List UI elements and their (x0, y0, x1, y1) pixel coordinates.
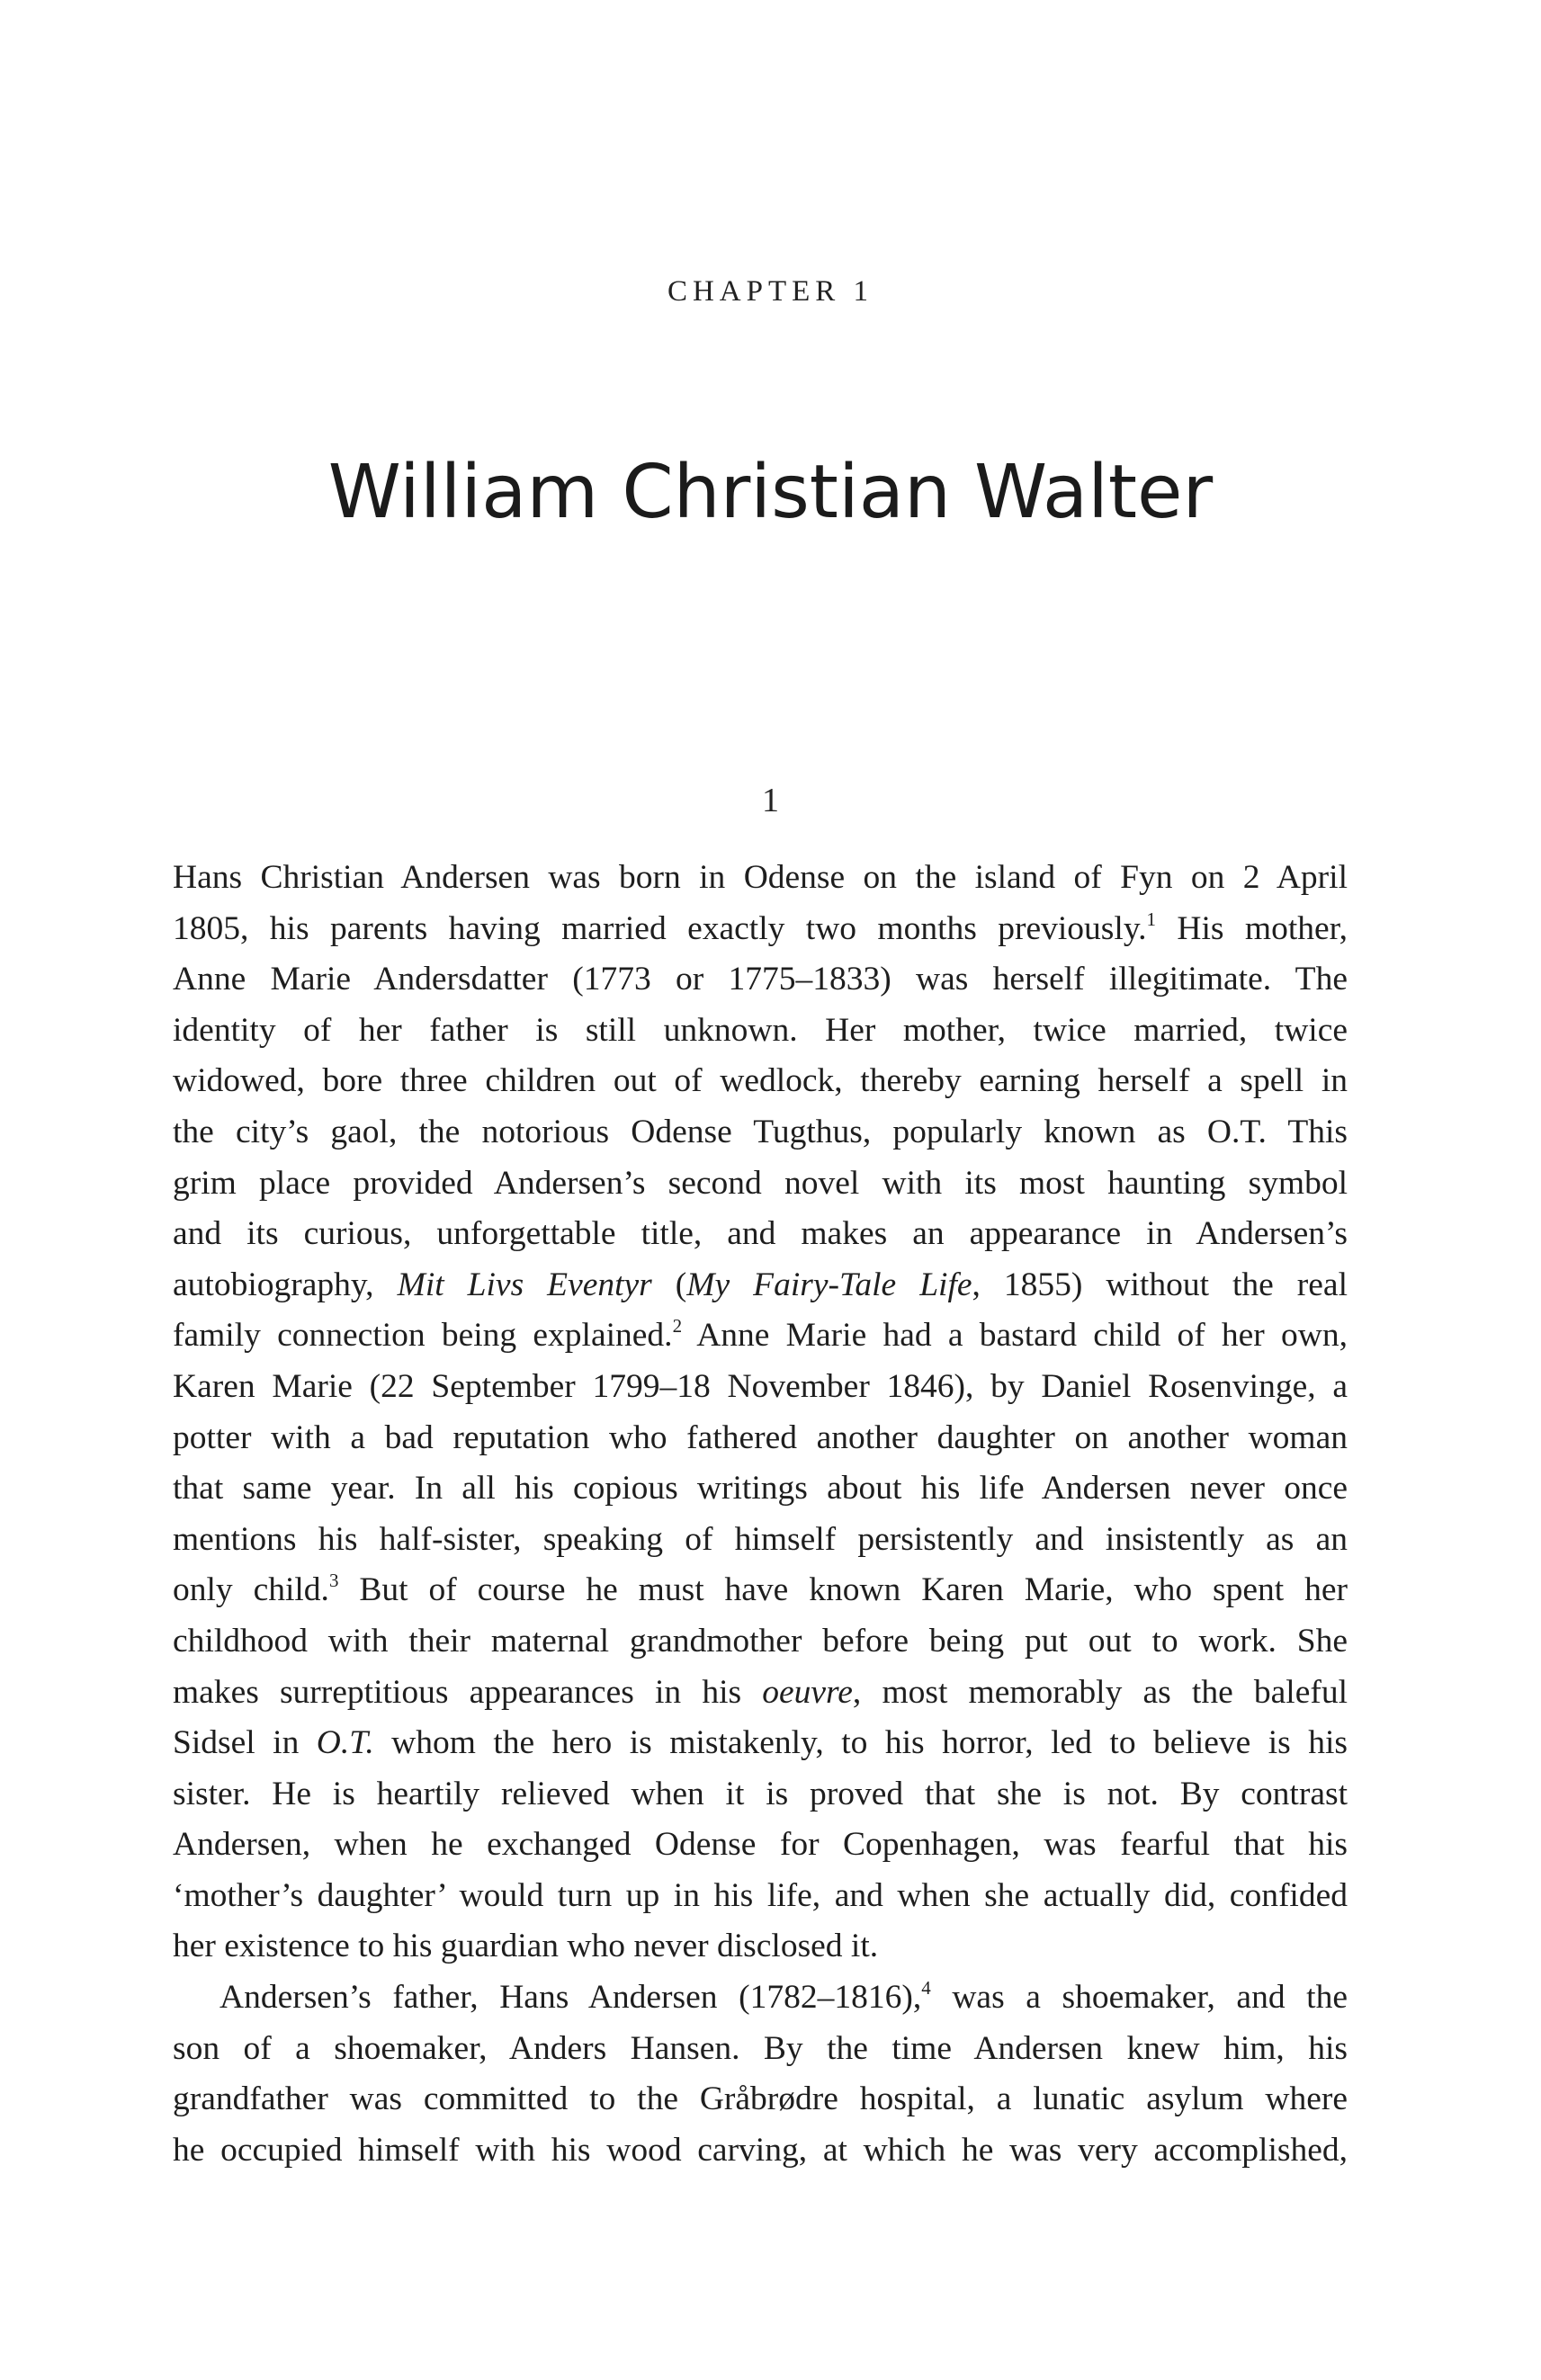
text-line: grandfather was committed to the Gråbrødre hospital, a lunatic asylum where (173, 2080, 1348, 2118)
text-line: Andersen, when he exchanged Odense for Copenhagen, was fearful that his (173, 1826, 1348, 1864)
text-line: autobiography, Mit Livs Eventyr (My Fairy-Tale Life, 1855) without the real (173, 1266, 1348, 1303)
text-line: ‘mother’s daughter’ would turn up in his life, and when she actually did, confided (173, 1876, 1348, 1914)
italic-title: My Fairy-Tale Life (686, 1266, 972, 1303)
text-line: family connection being explained.$^2$ Anne Marie had a bastard child of her own, (173, 1315, 1348, 1355)
italic-word: oeuvre (762, 1673, 853, 1711)
text-line: widowed, bore three children out of wedlock, thereby earning herself a spell in (173, 1062, 1348, 1100)
italic-title: Mit Livs Eventyr (397, 1266, 652, 1303)
footnote-ref[interactable]: 3 (328, 1570, 339, 1592)
text-line: childhood with their maternal grandmother before being put out to work. She (173, 1622, 1348, 1660)
text-line: identity of her father is still unknown. Her mother, twice married, twice (173, 1011, 1348, 1049)
italic-title: O.T. (316, 1724, 374, 1762)
text-line: potter with a bad reputation who fathered another daughter on another woman (173, 1418, 1348, 1456)
chapter-title: William Christian Walter (327, 450, 1214, 535)
text-line: sister. He is heartily relieved when it is proved that she is not. By contrast (173, 1775, 1348, 1812)
text-line: Sidsel in O.T. whom the hero is mistakenly, to his horror, led to believe is his (173, 1724, 1348, 1762)
text-line: 1805, his parents having married exactly two months previously.$^1$ His mother, (173, 908, 1348, 947)
section-number: 1 (762, 782, 779, 819)
chapter-label: CHAPTER 1 (667, 275, 874, 308)
paragraph-1 (173, 853, 1348, 1973)
text-line: he occupied himself with his wood carving, at which he was very accomplished, (173, 2131, 1348, 2169)
text-line: that same year. In all his copious writings about his life Andersen never once (173, 1470, 1348, 1508)
text-line: makes surreptitious appearances in his oeuvre, most memorably as the baleful (173, 1673, 1348, 1711)
footnote-ref[interactable]: 1 (1146, 908, 1157, 930)
text-line: Anne Marie Andersdatter (1773 or 1775–1833) was herself illegitimate. The (173, 961, 1348, 998)
footnote-ref[interactable]: 2 (672, 1315, 683, 1338)
text-line: mentions his half-sister, speaking of himself persistently and insistently as an (173, 1520, 1348, 1558)
text-line: and its curious, unforgettable title, and makes an appearance in Andersen’s (173, 1215, 1348, 1253)
paragraph-2 (173, 1973, 1348, 2176)
text-line: Hans Christian Andersen was born in Odense on the island of Fyn on 2 April (173, 859, 1348, 896)
text-line: the city’s gaol, the notorious Odense Tugthus, popularly known as O.T. This (173, 1113, 1348, 1150)
text-line: only child.$^3$ But of course he must have known Karen Marie, who spent her (173, 1570, 1348, 1609)
text-line: Andersen’s father, Hans Andersen (1782–1816),$^4$ was a shoemaker, and the (220, 1977, 1348, 2017)
text-line: Karen Marie (22 September 1799–18 November 1846), by Daniel Rosenvinge, a (173, 1367, 1348, 1405)
text-line: son of a shoemaker, Anders Hansen. By the time Andersen knew him, his (173, 2029, 1348, 2067)
body-text (173, 853, 1348, 2176)
text-line: grim place provided Andersen’s second novel with its most haunting symbol (173, 1164, 1348, 1202)
text-line: her existence to his guardian who never disclosed it. (173, 1928, 879, 1965)
footnote-ref[interactable]: 4 (921, 1977, 931, 2000)
